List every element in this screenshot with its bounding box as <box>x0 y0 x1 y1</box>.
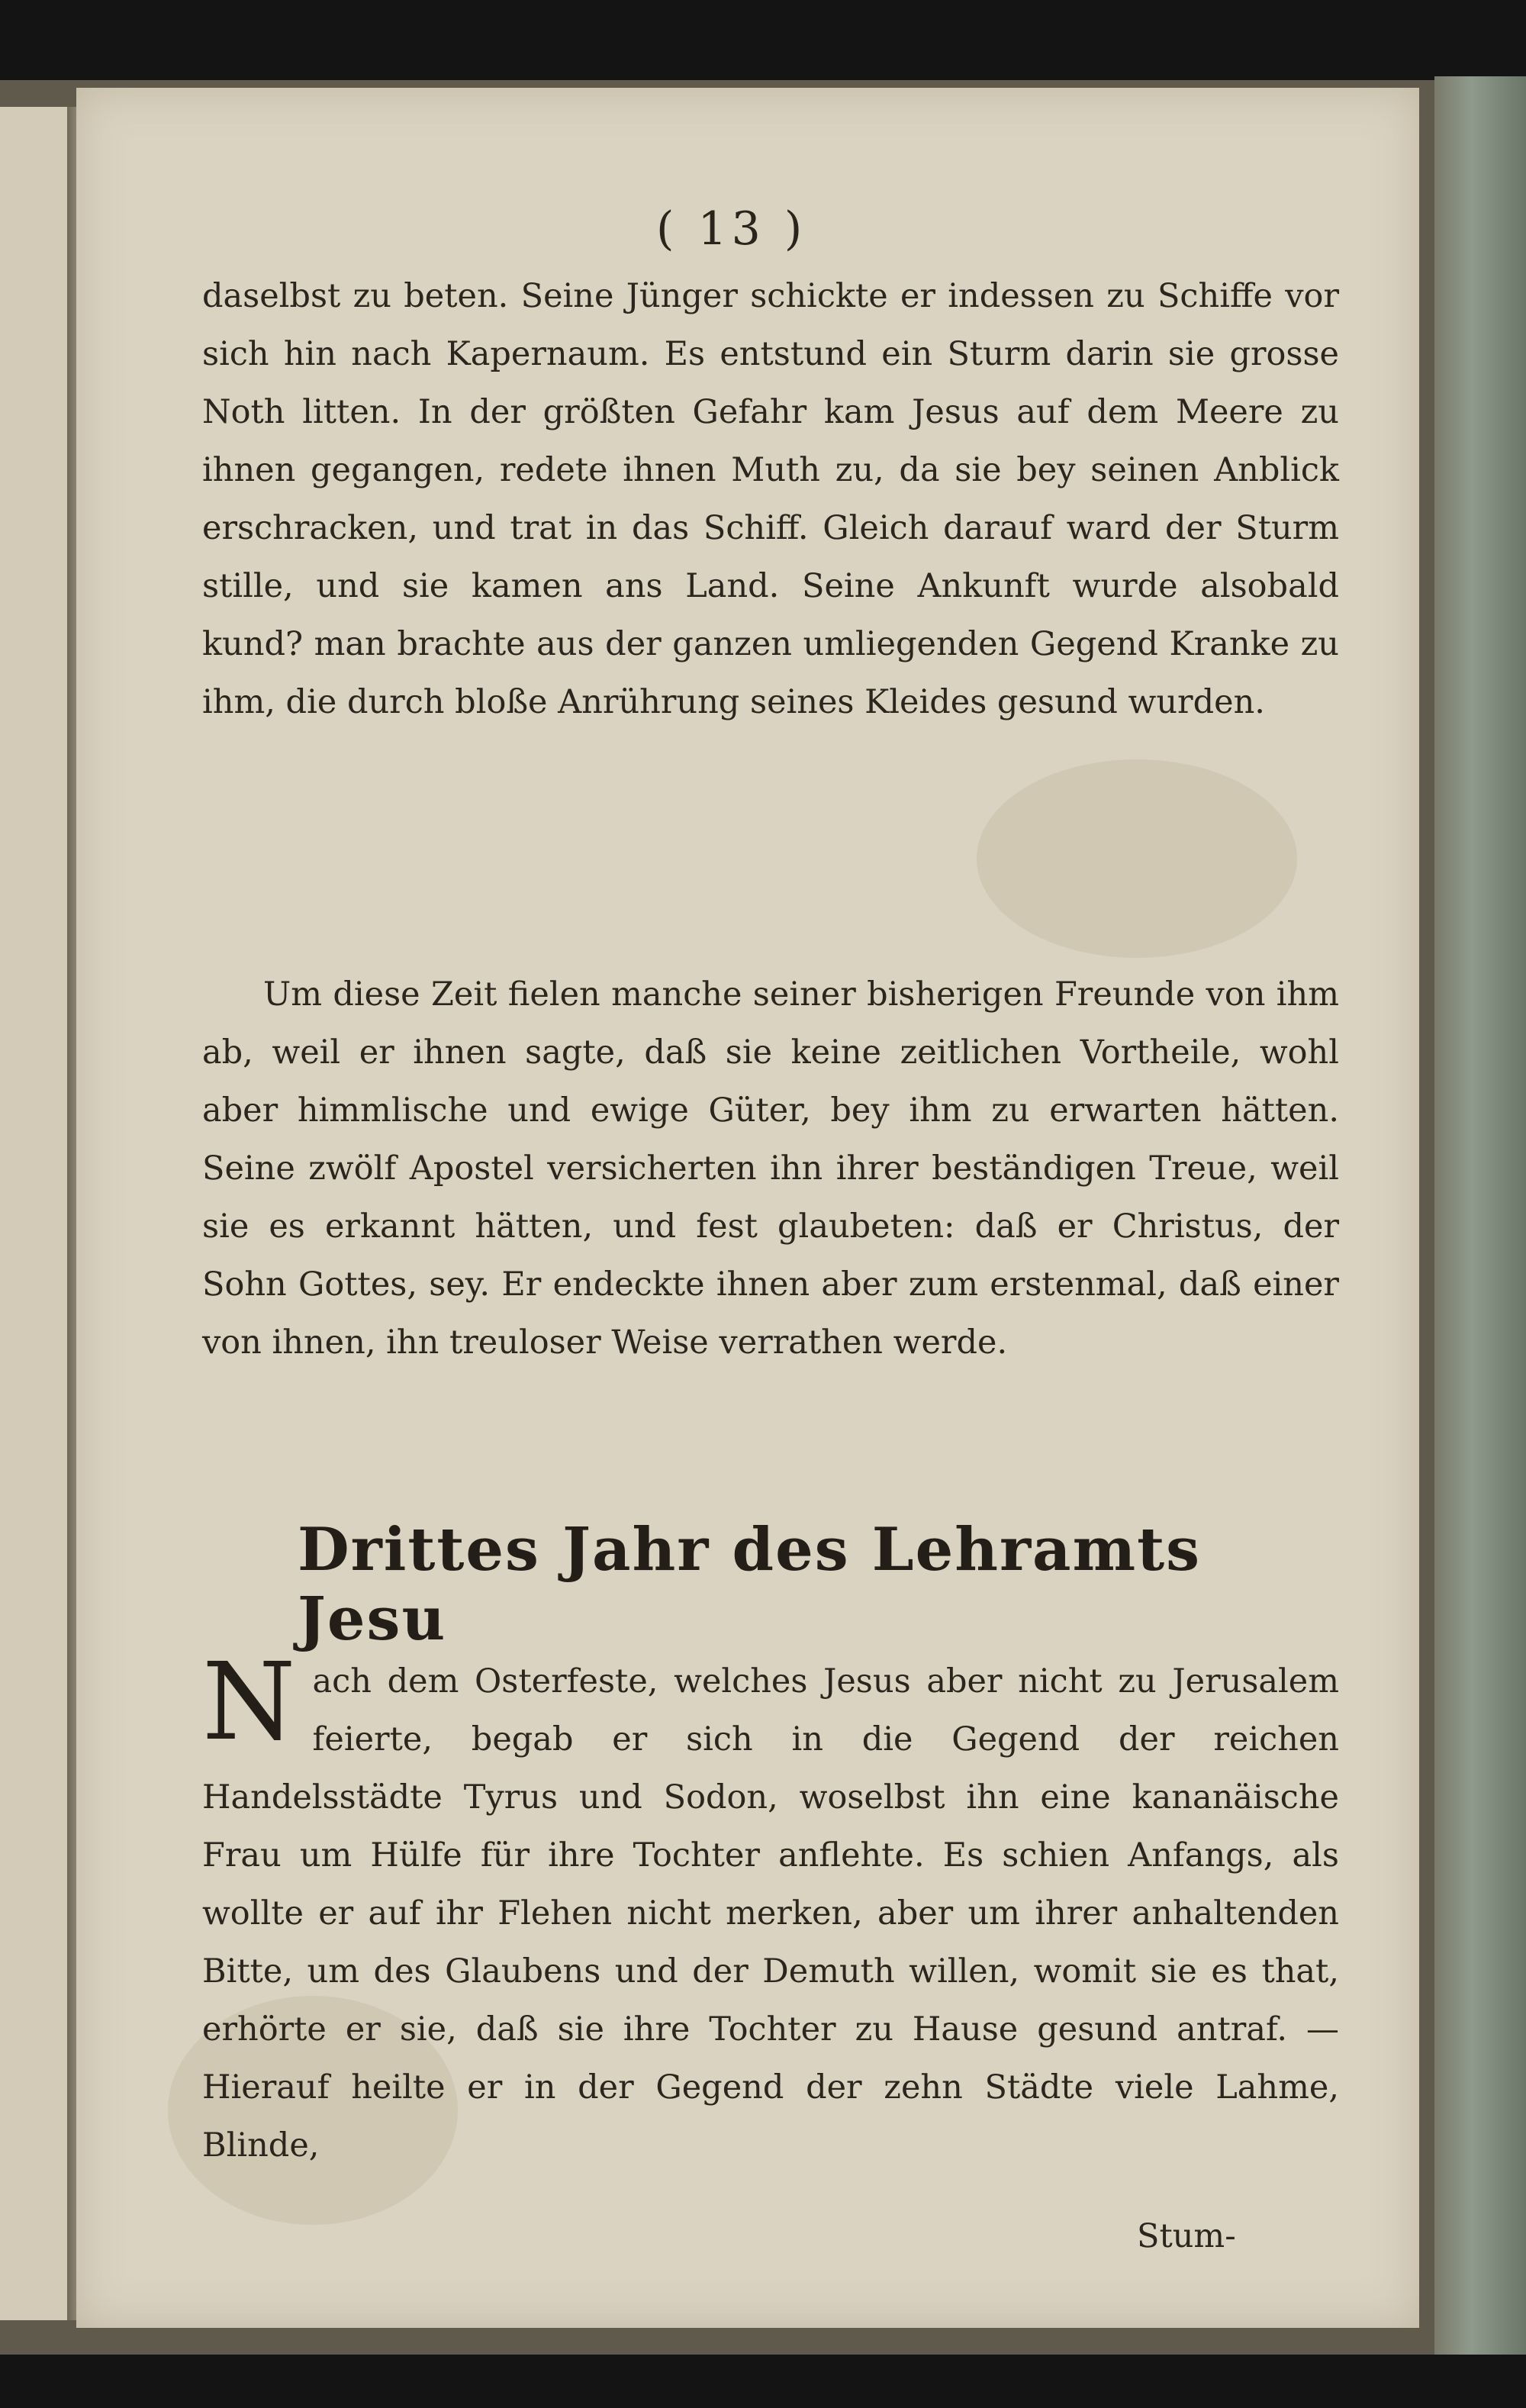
drop-cap: N <box>202 1640 296 1765</box>
cover-edge <box>1434 76 1526 2355</box>
section-heading: Drittes Jahr des Lehramts Jesu <box>298 1515 1202 1654</box>
paragraph: daselbst zu beten. Seine Jünger schickte er indessen zu Schiffe vor sich hin nach Kapernaum. Es entstund ein Sturm darin sie grosse Noth litten. In der größten Gefahr kam Jesus auf dem Meere zu ihnen gegangen, redete ihnen Muth zu, da sie bey seinen Anblick erschracken, und trat in das Schiff. Gleich darauf ward der Sturm stille, und sie kamen ans Land. Seine Ankunft wurde alsobald kund? man brachte aus der ganzen umliegenden Gegend Kranke zu ihm, die durch bloße Anrührung seines Kleides gesund wurden. <box>202 277 1339 721</box>
facing-page-edge <box>0 107 70 2320</box>
page-number: ( 13 ) <box>656 202 807 256</box>
paragraph <box>202 1640 1339 2174</box>
book-page <box>76 88 1419 2328</box>
paragraph: Um diese Zeit fielen manche seiner bisherigen Freunde von ihm ab, weil er ihnen sagte, daß sie keine zeitlichen Vortheile, wohl aber himmlische und ewige Güter, bey ihm zu erwarten hätten. Seine zwölf Apostel versicherten ihn ihrer beständigen Treue, weil sie es erkannt hätten, und fest glaubeten: daß er Christus, der Sohn Gottes, sey. Er endeckte ihnen aber zum erstenmal, daß einer von ihnen, ihn treuloser Weise verrathen werde. <box>202 975 1339 1362</box>
catchword: Stum- <box>1137 2217 1236 2255</box>
paragraph-text: ach dem Osterfeste, welches Jesus aber nicht zu Jerusalem feierte, begab er sich in die Gegend der reichen Handelsstädte Tyrus und Sodon, woselbst ihn eine kananäische Frau um Hülfe für ihre Tochter anflehte. Es schien Anfangs, als wollte er auf ihr Flehen nicht merken, aber um ihrer anhaltenden Bitte, um des Glaubens und der Demuth willen, womit sie es that, erhörte er sie, daß sie ihre Tochter zu Hause gesund antraf. — Hierauf heilte er in der Gegend der zehn Städte viele Lahme, Blinde, <box>202 1662 1339 2165</box>
paper-stain <box>977 759 1297 958</box>
